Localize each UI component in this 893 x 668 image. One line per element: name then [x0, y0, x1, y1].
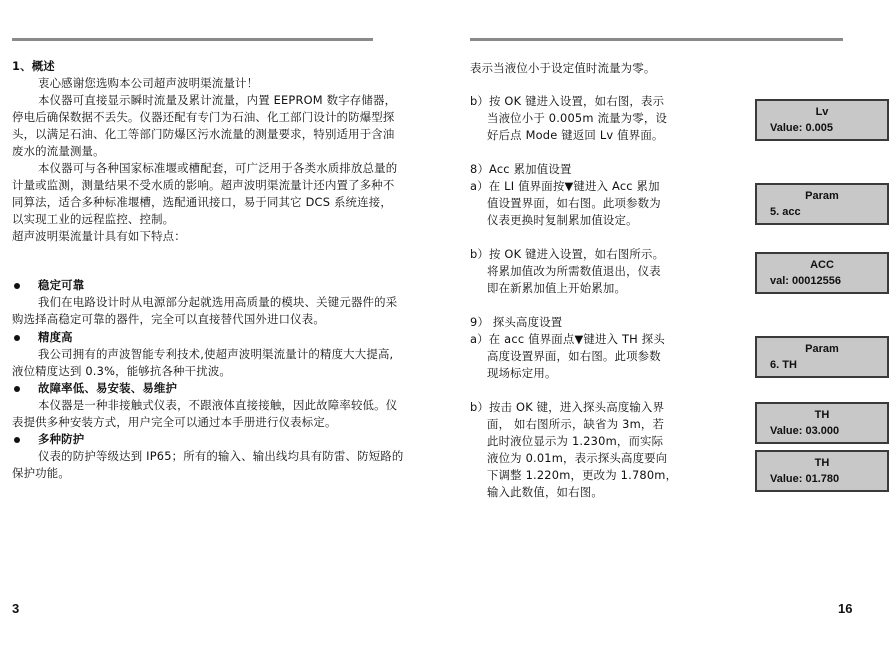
feature-line: 表提供多种安装方式，用户完全可以通过本手册进行仪表标定。 — [12, 415, 337, 429]
lcd-line1: TH — [814, 457, 830, 469]
lcd-line2: Value: 01.780 — [770, 473, 840, 485]
bullet-icon — [14, 386, 20, 392]
lcd-display-acc — [755, 252, 889, 294]
feature-title: 多种防护 — [38, 432, 85, 446]
lcd-line2: val: 00012556 — [770, 275, 841, 287]
lcd-line2: Value: 0.005 — [770, 122, 833, 134]
right-header-rule — [470, 38, 843, 41]
body-line: b）按 OK 键进入设置，如右图，表示 — [470, 94, 665, 108]
bullet-icon — [14, 335, 20, 341]
body-line: 现场标定用。 — [487, 366, 557, 380]
body-line: b）按击 OK 键，进入探头高度输入界 — [470, 400, 665, 414]
lcd-line1: ACC — [810, 259, 834, 271]
lcd-display-param-acc — [755, 183, 889, 225]
body-line: 表示当液位小于设定值时流量为零。 — [470, 61, 656, 75]
lcd-line2: 6. TH — [770, 359, 797, 371]
lcd-line1: TH — [814, 409, 830, 421]
body-line: 值设置界面，如右图。此项参数为 — [487, 196, 661, 210]
lcd-line2: Value: 03.000 — [770, 425, 840, 437]
feature-title: 精度高 — [38, 330, 73, 344]
body-line: 将累加值改为所需数值退出，仪表 — [487, 264, 661, 278]
body-line: 此时液位显示为 1.230m，而实际 — [487, 434, 664, 448]
body-line: 输入此数值，如右图。 — [487, 485, 603, 499]
body-line: 高度设置界面，如右图。此项参数 — [487, 349, 661, 363]
bullet-icon — [14, 283, 20, 289]
lcd-line2: 5. acc — [770, 206, 801, 218]
body-line: 当液位小于 0.005m 流量为零，设 — [487, 111, 668, 125]
intro-line: 头，以满足石油、化工等部门防爆区污水流量的测量要求，特别适用于含油 — [12, 127, 395, 141]
intro-line: 废水的流量测量。 — [12, 144, 105, 158]
intro-line: 超声波明渠流量计具有如下特点： — [12, 229, 186, 243]
lcd-line1: Param — [805, 190, 839, 202]
left-header-rule — [12, 38, 373, 41]
feature-line: 我公司拥有的声波智能专利技术,使超声波明渠流量计的精度大大提高, — [38, 347, 394, 361]
body-line: 液位为 0.01m，表示探头高度要向 — [487, 451, 668, 465]
intro-line: 本仪器可直接显示瞬时流量及累计流量，内置 EEPROM 数字存储器， — [38, 93, 397, 107]
intro-line: 本仪器可与各种国家标准堰或槽配套，可广泛用于各类水质排放总量的 — [38, 161, 398, 175]
lcd-display-param-th — [755, 336, 889, 378]
lcd-display-th-new — [755, 450, 889, 492]
lcd-line1: Param — [805, 343, 839, 355]
body-line: 9） 探头高度设置 — [470, 315, 563, 329]
body-line: 8）Acc 累加值设置 — [470, 162, 572, 176]
body-line: 下调整 1.220m，更改为 1.780m， — [487, 468, 678, 482]
body-line: a）在 LI 值界面按▼键进入 Acc 累加 — [470, 179, 660, 193]
bullet-icon — [14, 437, 20, 443]
body-line: a）在 acc 值界面点▼键进入 TH 探头 — [470, 332, 665, 346]
feature-line: 液位精度达到 0.3%，能够抗各种干扰波。 — [12, 364, 232, 378]
section-heading: 1、概述 — [12, 59, 55, 73]
feature-line: 本仪器是一种非接触式仪表，不跟液体直接接触，因此故障率较低。仪 — [38, 398, 398, 412]
feature-line: 购选择高稳定可靠的器件，完全可以直接替代国外进口仪表。 — [12, 312, 325, 326]
intro-line: 停电后确保数据不丢失。仪器还配有专门为石油、化工部门设计的防爆型探 — [12, 110, 395, 124]
feature-title: 稳定可靠 — [38, 278, 85, 292]
body-line: b）按 OK 键进入设置，如右图所示。 — [470, 247, 665, 261]
body-line: 即在新累加值上开始累加。 — [487, 281, 627, 295]
feature-title: 故障率低、易安装、易维护 — [38, 381, 178, 395]
body-line: 面， 如右图所示，缺省为 3m，若 — [487, 417, 665, 431]
feature-line: 我们在电路设计时从电源部分起就选用高质量的模块、关键元器件的采 — [38, 295, 398, 309]
lcd-line1: Lv — [815, 106, 829, 118]
intro-line: 以实现工业的远程监控、控制。 — [12, 212, 175, 226]
intro-line: 衷心感谢您选购本公司超声波明渠流量计！ — [38, 76, 259, 90]
body-line: 仪表更换时复制累加值设定。 — [487, 213, 638, 227]
intro-line: 计量或监测，测量结果不受水质的影响。超声波明渠流量计还内置了多种不 — [12, 178, 395, 192]
page-number-right: 16 — [838, 601, 853, 616]
intro-line: 同算法，适合多种标准堰槽，选配通讯接口，易于同其它 DCS 系统连接， — [12, 195, 392, 209]
lcd-display-lv — [755, 99, 889, 141]
page-number-left: 3 — [12, 601, 20, 616]
feature-line: 仪表的防护等级达到 IP65；所有的输入、输出线均具有防雷、防短路的 — [38, 449, 404, 463]
body-line: 好后点 Mode 键返回 Lv 值界面。 — [487, 128, 664, 142]
lcd-display-th-default — [755, 402, 889, 444]
feature-line: 保护功能。 — [12, 466, 70, 480]
